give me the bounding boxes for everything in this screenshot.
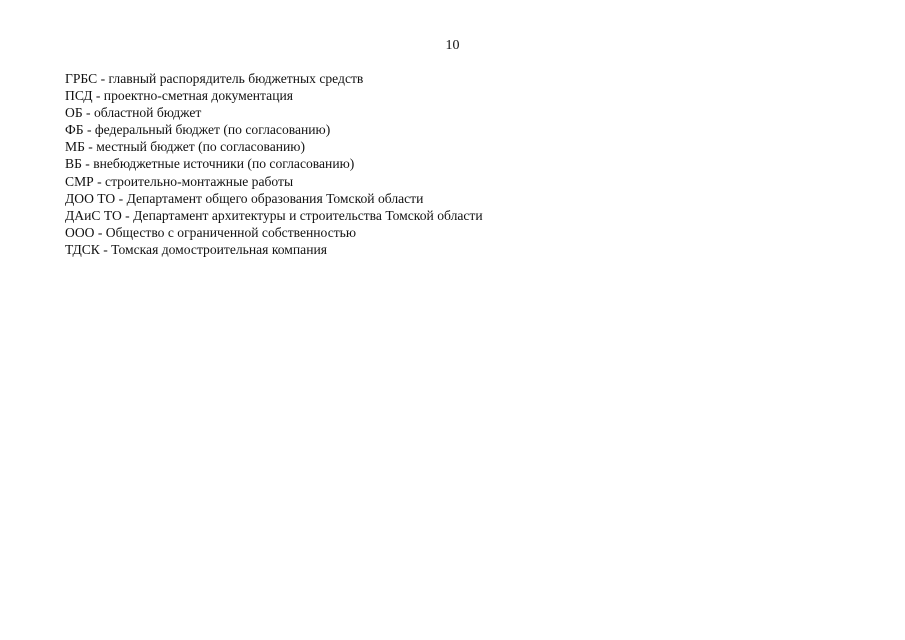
- abbreviation-fb: ФБ - федеральный бюджет (по согласованию): [65, 122, 331, 138]
- abbreviation-doo-to: ДОО ТО - Департамент общего образования Томской области: [65, 190, 424, 206]
- abbreviation-ob: ОБ - областной бюджет: [65, 105, 202, 121]
- abbreviation-ooo: ООО - Общество с ограниченной собственностью: [65, 224, 357, 240]
- abbreviation-psd: ПСД - проектно-сметная документация: [65, 88, 294, 104]
- page-number: 10: [445, 38, 460, 53]
- abbreviation-dais-to: ДАиС ТО - Департамент архитектуры и строительства Томской области: [65, 207, 483, 223]
- abbreviation-list: [65, 70, 483, 258]
- abbreviation-smr: СМР - строительно-монтажные работы: [65, 173, 294, 189]
- abbreviation-mb: МБ - местный бюджет (по согласованию): [65, 139, 305, 155]
- abbreviation-vb: ВБ - внебюджетные источники (по согласованию): [65, 156, 355, 172]
- abbreviation-grbs: ГРБС - главный распорядитель бюджетных средств: [65, 71, 364, 86]
- abbreviation-tdsk: ТДСК - Томская домостроительная компания: [65, 241, 327, 257]
